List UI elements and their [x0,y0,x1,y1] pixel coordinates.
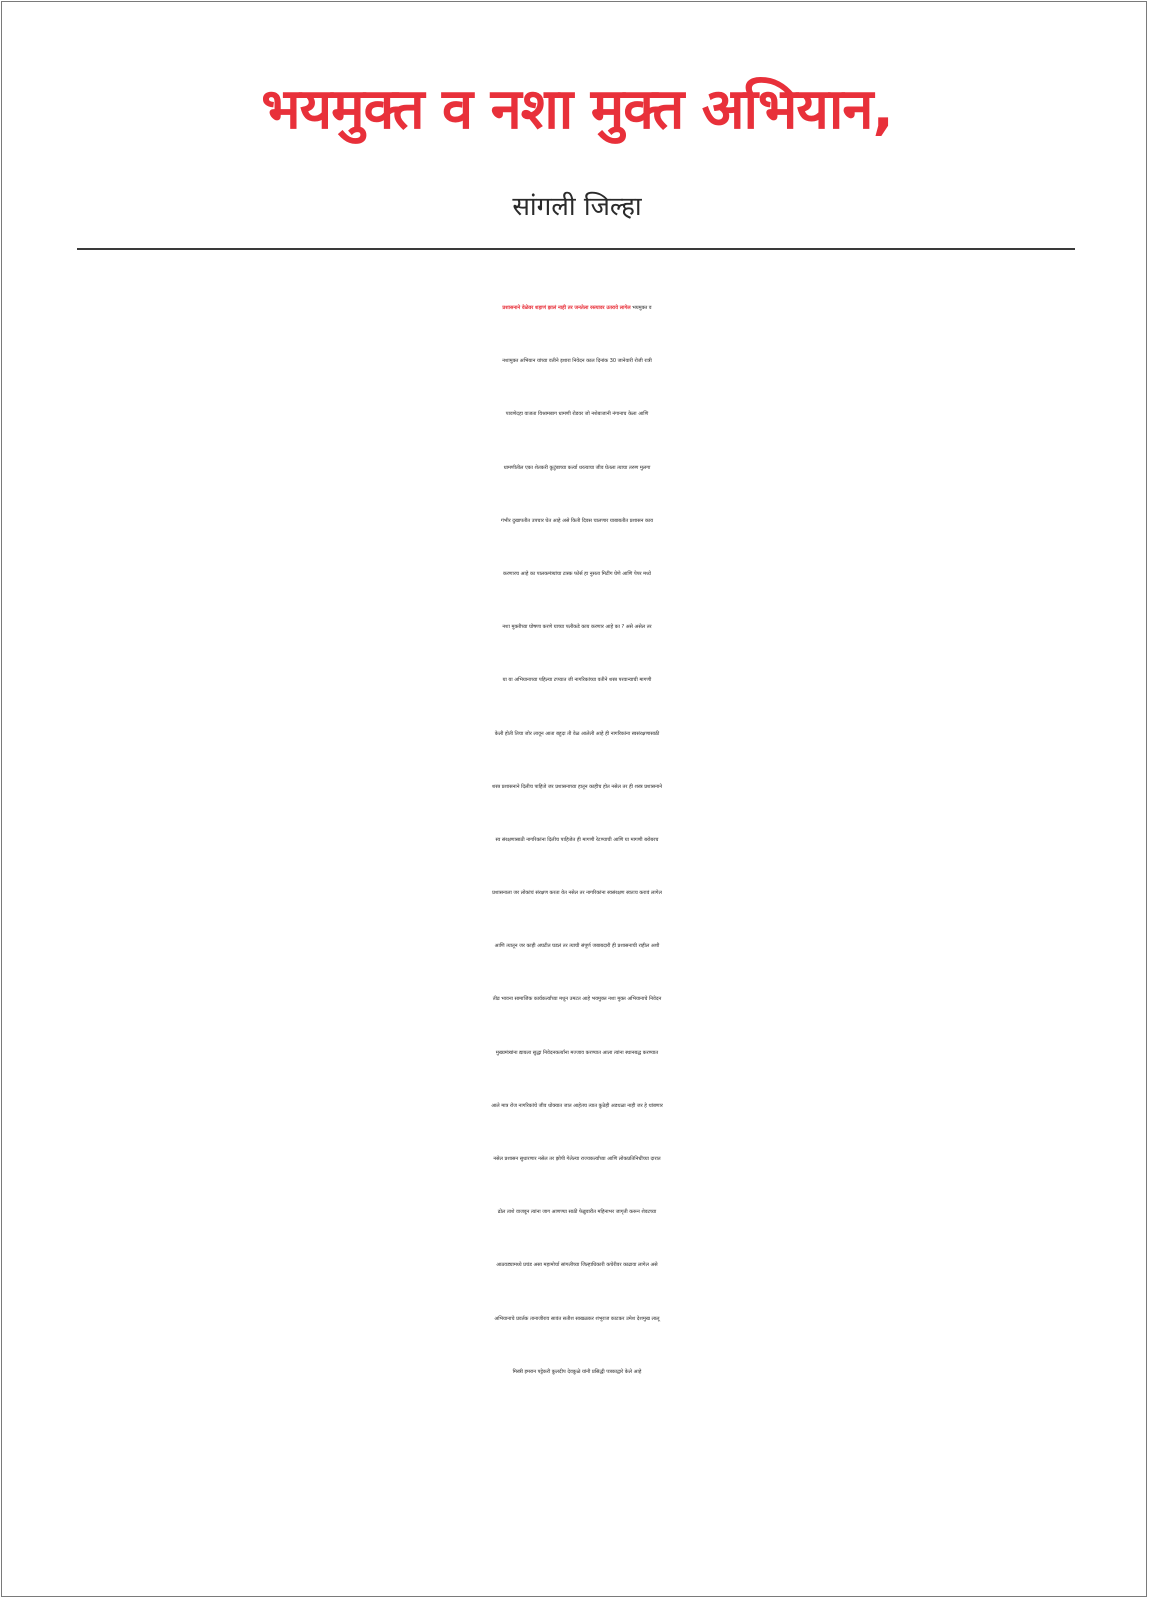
document-page [1,1,1147,1597]
article-line: या या अभियानाच्या पहिल्या टप्प्यात जी नागरिकांच्या वतीने शस्त्र परवान्याची मागणी [502,677,652,684]
article-line: आणि त्यातून जर काही अघटीत घडलं तर त्याची संपूर्ण जबाबदारी ही प्रशासनाची राहील अशी [494,943,660,950]
article-line: आठवड्यामध्ये प्रचंड असा महामोर्चा सांगलीच्या जिल्हाधिकारी कचेरीवर काढावा लागेल असे [496,1262,658,1269]
article-line: तीव्र भावना सामाजिक कार्यकर्त्यांच्या मधून उमटत आहे भयमुक्त नशा मुक्त अभियानाचे निवेदन [492,996,662,1003]
article-line: आले मात्र रोज नागरिकांचे जीव धोक्यात जात आहेतच त्यात कुठेही अडथळा नाही जर हे थांबणार [491,1102,663,1109]
divider [77,248,1075,250]
subheadline: सांगली जिल्हा [512,192,642,222]
article-line: धामणीतील एका शेतकरी कुटुंबाच्या कर्त्या धरत्याचा जीव घेतला त्याचा तरुण मुलगा [503,464,651,471]
article-line: करणारच आहे का पालकमंत्र्यांचा टास्क फोर्स हा नुसता मिटींग घेणे आणि पेपर मध्ये [503,570,651,577]
article-line: नशा मुक्तीच्या घोषणा करणे याच्या पलीकडे काय करणार आहे का ? असे असेल तर [502,624,652,631]
article-line: प्रशासनाला जर लोकांचं संरक्षण करता येत नसेल तर नागरिकांना स्वसंरक्षण स्वतःच करावं लागेल [492,890,662,897]
article-line: स्व संरक्षणासाठी नागरिकांना दिलीच पाहिजेत ही मागणी रेटण्याची आणि या मागणी बरोबरच [495,836,659,843]
article-body [22,282,1132,1399]
article-line: मुख्यमंत्र्यांना द्यायला सुद्धा निवेदनकर्त्यांना मज्जाव करण्यात आला त्यांना स्थानबद्ध करण्यात [495,1049,659,1056]
article-line-text: भयमुक्त व [632,305,652,311]
article-line: नसेल प्रशासन सुधारणार नसेल तर झोपी गेलेल्या राज्यकर्त्यांच्या आणि लोकप्रतिनिधींच्या दारात [493,1156,661,1162]
article-line: नशामुक्त अभियान यांच्या वतीने इशारा निवेदन काल दिनांक 30 जानेवारी रोजी रात्री [502,358,652,365]
article-line [22,282,1132,335]
article-line: अभियानाचे प्रवर्तक तानाजीराव सावंत सतीश साखळकर शंभूराज काटकर उमेश देशमुख लालू [494,1315,660,1322]
article-line: शस्त्र प्रशासनाने दिलीच पाहिजे जर प्रशासनाच्या हातून काहीच होत नसेल तर ही शस्त्र प्रशासनाने [492,783,662,790]
article-line: गंभीर दुखापतीत उपचार घेत आहे असे किती दिवस चालणार याबाबतीत प्रशासन काय [500,517,654,524]
article-line: ढोल ताशे वाजवून त्यांना जाग आणण्या साठी फेब्रुवारीत महिनाभर जागृती करून शेवटच्या [497,1209,657,1216]
article-lead: प्रशासनाने वेळेवर शहाणं झालं नाही तर जनतेला रस्त्यावर उतरावे लागेल [502,305,631,311]
headline: भयमुक्त व नशा मुक्त अभियान, [261,77,893,142]
article-line: मिस्त्री इमरान पट्टेकरी कुलदीप देवकुळे यांनी प्रसिद्धी पत्रकाद्वारे केले आहे [512,1368,642,1375]
article-line: केली होती तिचा जोर लावून आता बहुदा ती वेळ आलेली आहे ही नागरिकांना स्वसंरक्षणासाठी [494,730,660,737]
article-line: पावणेदहा वाजता विश्रामबाग धामणी रोडवर जो नशेबाजानी नंगानाच केला आणि [505,411,649,418]
